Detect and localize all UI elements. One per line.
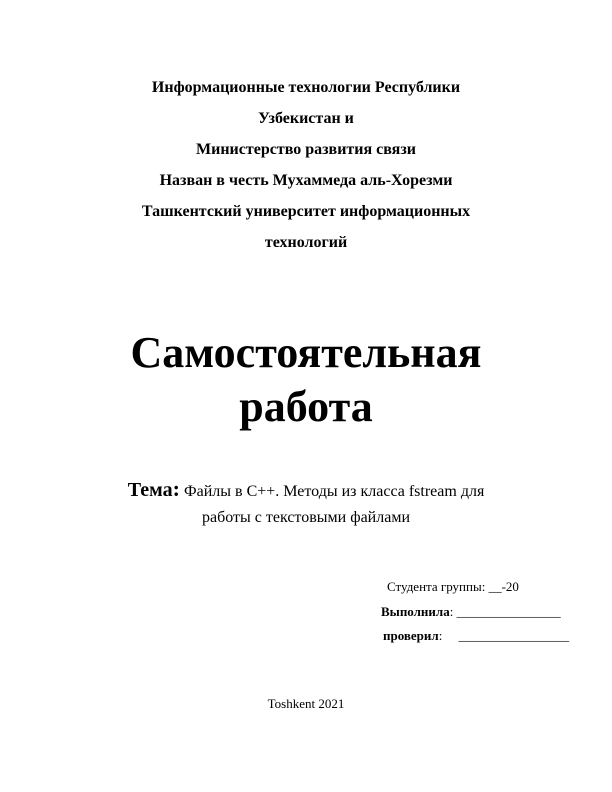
document-title	[0, 326, 612, 434]
header-line: технологий	[264, 234, 348, 251]
topic-text-line-2: работы с текстовыми файлами	[201, 509, 411, 526]
footer-place-year: Toshkent 2021	[267, 696, 345, 711]
checked-by-line	[383, 628, 569, 644]
header-line: Узбекистан и	[258, 110, 354, 127]
title-line-2: работа	[239, 382, 373, 431]
performed-label: Выполнила	[381, 604, 450, 619]
topic-colon: :	[172, 476, 180, 501]
performed-colon: :	[449, 604, 457, 619]
checked-label: проверил	[383, 628, 439, 643]
student-group-line	[387, 579, 519, 595]
title-line-1: Самостоятельная	[130, 328, 482, 377]
header-line: Министерство развития связи	[196, 141, 416, 158]
performed-blank: ________________	[456, 604, 561, 619]
checked-blank: _________________	[458, 628, 570, 643]
group-value: __-20	[488, 579, 519, 594]
header-line: Назван в честь Мухаммеда аль-Хорезми	[159, 172, 453, 189]
topic-block	[60, 476, 552, 531]
institution-header	[0, 72, 612, 258]
checked-colon: :	[438, 628, 459, 643]
topic-label: Тема	[127, 479, 173, 501]
performed-by-line	[381, 604, 561, 620]
group-label: Студента группы:	[387, 579, 489, 594]
topic-text-line-1: Файлы в C++. Методы из класса fstream для	[179, 483, 485, 500]
header-line: Информационные технологии Республики	[151, 79, 461, 96]
header-line: Ташкентский университет информационных	[141, 203, 471, 220]
